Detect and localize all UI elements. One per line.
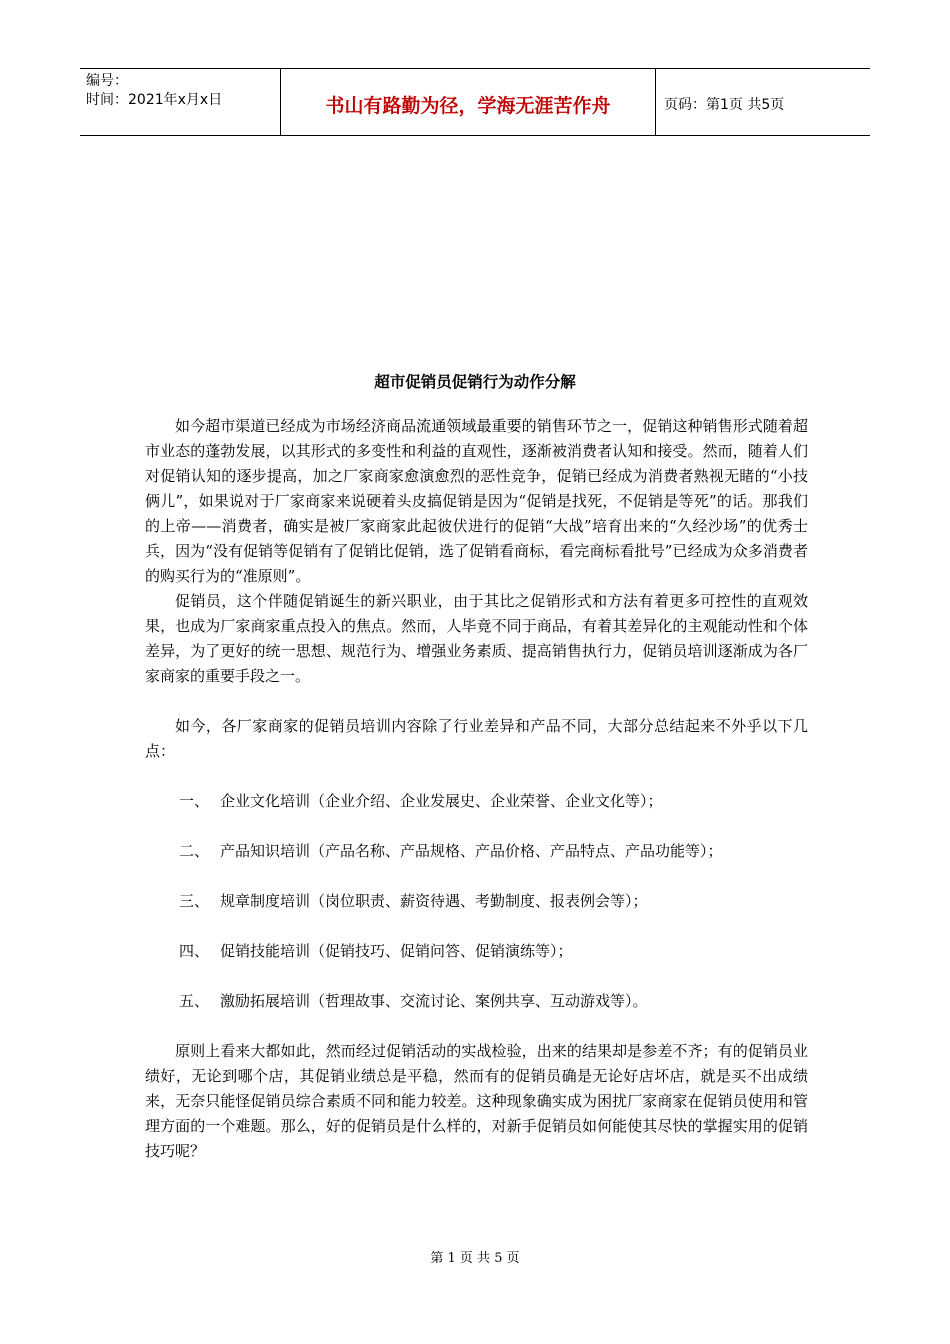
list-item xyxy=(145,889,808,914)
spacer xyxy=(145,764,808,789)
header-motto: 书山有路勤为径，学海无涯苦作舟 xyxy=(281,69,656,135)
spacer xyxy=(145,689,808,714)
paragraph-conclusion: 原则上看来大都如此，然而经过促销活动的实战检验，出来的结果却是参差不齐；有的促销员业绩好，无论到哪个店，其促销业绩总是平稳，然而有的促销员确是无论好店坏店，就是买不出成绩来，无奈只能怪促销员综合素质不同和能力较差。这种现象确实成为困扰厂家商家在促销员使用和管理方面的一个难题。那么，好的促销员是什么样的，对新手促销员如何能使其尽快的掌握实用的促销技巧呢？ xyxy=(145,1042,808,1160)
page-footer: 第 1 页 共 5 页 xyxy=(430,1251,520,1266)
list-item-number: 四、 xyxy=(179,942,210,960)
list-item-text: 产品知识培训（产品名称、产品规格、产品价格、产品特点、产品功能等）； xyxy=(220,842,723,860)
page-header xyxy=(80,68,870,136)
document-number-label: 编号： xyxy=(86,73,128,89)
list-item-number: 三、 xyxy=(179,892,210,910)
spacer xyxy=(145,864,808,889)
list-item-number: 一、 xyxy=(179,792,210,810)
list-item-text: 激励拓展培训（哲理故事、交流讨论、案例共享、互动游戏等）。 xyxy=(220,992,648,1010)
list-item-number: 五、 xyxy=(179,992,210,1010)
document-body xyxy=(145,414,808,1164)
list-item xyxy=(145,789,808,814)
document-date-label: 时间：2021年x月x日 xyxy=(86,92,223,108)
list-item-text: 企业文化培训（企业介绍、企业发展史、企业荣誉、企业文化等）； xyxy=(220,792,663,810)
paragraph-training-intro: 如今，各厂家商家的促销员培训内容除了行业差异和产品不同，大部分总结起来不外乎以下几点： xyxy=(145,717,808,760)
list-item xyxy=(145,989,808,1014)
spacer xyxy=(145,914,808,939)
list-item xyxy=(145,939,808,964)
document-title: 超市促销员促销行为动作分解 xyxy=(374,373,576,391)
paragraph-intro: 如今超市渠道已经成为市场经济商品流通领域最重要的销售环节之一，促销这种销售形式随着超市业态的蓬勃发展，以其形式的多变性和利益的直观性，逐渐被消费者认知和接受。然而，随着人们对促销认知的逐步提高，加之厂家商家愈演愈烈的恶性竞争，促销已经成为消费者熟视无睹的“小技俩儿”，如果说对于厂家商家来说硬着头皮搞促销是因为“促销是找死，不促销是等死”的话。那我们的上帝——消费者，确实是被厂家商家此起彼伏进行的促销“大战”培育出来的“久经沙场”的优秀士兵，因为“没有促销等促销有了促销比促销，选了促销看商标，看完商标看批号”已经成为众多消费者的购买行为的“准原则”。 xyxy=(145,417,808,585)
header-meta xyxy=(80,69,281,135)
spacer xyxy=(145,814,808,839)
header-page-info: 页码：第1页 共5页 xyxy=(664,97,785,113)
spacer xyxy=(145,964,808,989)
list-item xyxy=(145,839,808,864)
paragraph-promoter: 促销员，这个伴随促销诞生的新兴职业，由于其比之促销形式和方法有着更多可控性的直观效果，也成为厂家商家重点投入的焦点。然而，人毕竟不同于商品，有着其差异化的主观能动性和个体差异，为了更好的统一思想、规范行为、增强业务素质、提高销售执行力，促销员培训逐渐成为各厂家商家的重要手段之一。 xyxy=(145,592,808,685)
spacer xyxy=(145,1014,808,1039)
list-item-text: 促销技能培训（促销技巧、促销问答、促销演练等）； xyxy=(220,942,573,960)
list-item-number: 二、 xyxy=(179,842,210,860)
list-item-text: 规章制度培训（岗位职责、薪资待遇、考勤制度、报表例会等）； xyxy=(220,892,648,910)
